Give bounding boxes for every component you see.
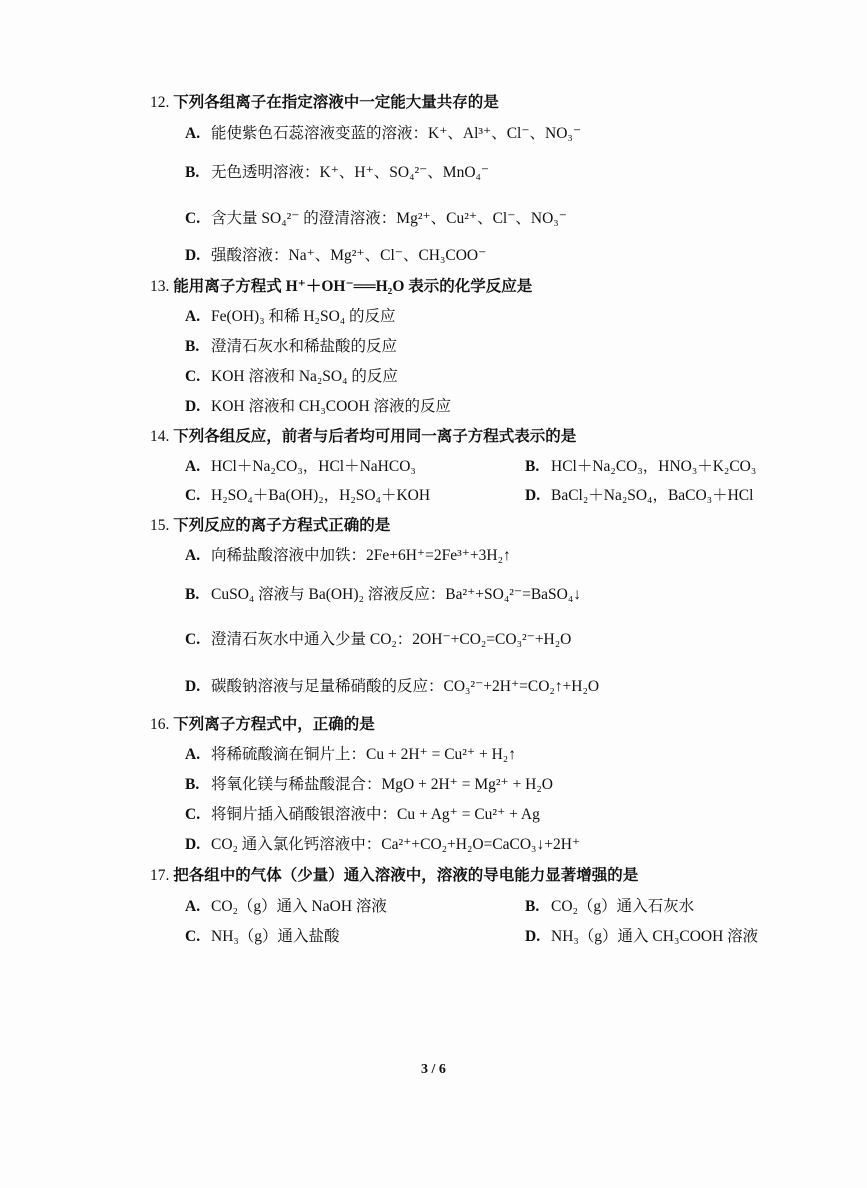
option-label: A.: [185, 308, 201, 325]
option-label: D.: [185, 836, 201, 853]
option-label: A.: [185, 125, 201, 142]
option-text: 将铜片插入硝酸银溶液中：Cu + Ag⁺ = Cu²⁺ + Ag: [211, 806, 540, 823]
option-15-b: [185, 585, 581, 605]
question-17: [150, 866, 638, 886]
page-number: 3 / 6: [421, 1062, 446, 1077]
option-text: 澄清石灰水中通入少量 CO₂：2OH⁻+CO₂=CO₃²⁻+H₂O: [211, 631, 572, 648]
option-text: KOH 溶液和 CH₃COOH 溶液的反应: [211, 398, 452, 415]
option-text: 将稀硫酸滴在铜片上：Cu + 2H⁺ = Cu²⁺ + H₂↑: [211, 746, 516, 763]
option-label: D.: [525, 928, 541, 945]
option-12-b: [185, 163, 489, 183]
option-12-d: [185, 246, 486, 266]
option-15-d: [185, 677, 599, 697]
option-text: 澄清石灰水和稀盐酸的反应: [211, 338, 398, 355]
option-text: 能使紫色石蕊溶液变蓝的溶液：K⁺、Al³⁺、Cl⁻、NO₃⁻: [211, 125, 582, 142]
option-17-d: [525, 927, 758, 947]
option-16-c: [185, 805, 540, 825]
question-number: 12.: [150, 94, 170, 111]
option-text: HCl＋Na₂CO₃，HCl＋NaHCO₃: [211, 458, 416, 475]
option-text: BaCl₂＋Na₂SO₄，BaCO₃＋HCl: [551, 487, 754, 504]
question-text: 把各组中的气体（少量）通入溶液中，溶液的导电能力显著增强的是: [173, 867, 639, 884]
option-label: C.: [185, 368, 201, 385]
option-label: D.: [185, 398, 201, 415]
option-16-a: [185, 745, 516, 765]
option-12-a: [185, 124, 581, 144]
option-17-c: [185, 927, 340, 947]
question-number: 14.: [150, 428, 170, 445]
option-label: B.: [525, 898, 540, 915]
question-text: 下列离子方程式中，正确的是: [173, 716, 375, 733]
option-label: A.: [185, 746, 201, 763]
option-13-b: [185, 337, 397, 357]
question-14: [150, 427, 576, 447]
question-number: 16.: [150, 716, 170, 733]
option-text: KOH 溶液和 Na₂SO₄ 的反应: [211, 368, 398, 385]
option-label: C.: [185, 806, 201, 823]
option-14-a: [185, 457, 416, 477]
option-label: D.: [525, 487, 541, 504]
question-text: 下列各组离子在指定溶液中一定能大量共存的是: [173, 94, 499, 111]
option-text: H₂SO₄＋Ba(OH)₂，H₂SO₄＋KOH: [211, 487, 431, 504]
option-label: C.: [185, 487, 201, 504]
option-text: NH₃（g）通入盐酸: [211, 928, 340, 945]
option-16-b: [185, 775, 553, 795]
option-text: Fe(OH)₃ 和稀 H₂SO₄ 的反应: [211, 308, 396, 325]
option-16-d: [185, 835, 580, 855]
option-label: A.: [185, 458, 201, 475]
question-number: 13.: [150, 278, 170, 295]
option-label: B.: [525, 458, 540, 475]
question-number: 17.: [150, 867, 170, 884]
option-text: CuSO₄ 溶液与 Ba(OH)₂ 溶液反应：Ba²⁺+SO₄²⁻=BaSO₄↓: [211, 586, 582, 603]
option-label: A.: [185, 547, 201, 564]
option-text: CO₂（g）通入石灰水: [551, 898, 695, 915]
option-label: C.: [185, 928, 201, 945]
option-text: 无色透明溶液：K⁺、H⁺、SO₄²⁻、MnO₄⁻: [211, 164, 490, 181]
question-13: [150, 277, 532, 297]
option-13-c: [185, 367, 398, 387]
question-15: [150, 516, 390, 536]
option-14-c: [185, 486, 430, 506]
option-text: 向稀盐酸溶液中加铁：2Fe+6H⁺=2Fe³⁺+3H₂↑: [211, 547, 511, 564]
option-label: C.: [185, 210, 201, 227]
option-17-b: [525, 897, 694, 917]
option-text: 含大量 SO₄²⁻ 的澄清溶液：Mg²⁺、Cu²⁺、Cl⁻、NO₃⁻: [211, 210, 567, 227]
option-17-a: [185, 897, 387, 917]
option-text: CO₂ 通入氯化钙溶液中：Ca²⁺+CO₂+H₂O=CaCO₃↓+2H⁺: [211, 836, 581, 853]
option-label: B.: [185, 586, 200, 603]
option-12-c: [185, 209, 567, 229]
question-12: [150, 93, 499, 113]
question-text: 下列各组反应，前者与后者均可用同一离子方程式表示的是: [173, 428, 577, 445]
option-14-b: [525, 457, 756, 477]
question-text: 下列反应的离子方程式正确的是: [173, 517, 391, 534]
option-13-a: [185, 307, 396, 327]
option-15-c: [185, 630, 571, 650]
option-label: B.: [185, 164, 200, 181]
option-text: 碳酸钠溶液与足量稀硝酸的反应：CO₃²⁻+2H⁺=CO₂↑+H₂O: [211, 678, 600, 695]
option-label: B.: [185, 338, 200, 355]
option-13-d: [185, 397, 451, 417]
option-text: 强酸溶液：Na⁺、Mg²⁺、Cl⁻、CH₃COO⁻: [211, 247, 487, 264]
option-text: 将氧化镁与稀盐酸混合：MgO + 2H⁺ = Mg²⁺ + H₂O: [211, 776, 553, 793]
question-text: 能用离子方程式 H⁺＋OH⁻══H₂O 表示的化学反应是: [173, 278, 533, 295]
question-16: [150, 715, 375, 735]
option-label: D.: [185, 678, 201, 695]
option-14-d: [525, 486, 753, 506]
question-number: 15.: [150, 517, 170, 534]
option-15-a: [185, 546, 511, 566]
option-label: B.: [185, 776, 200, 793]
option-label: A.: [185, 898, 201, 915]
option-label: C.: [185, 631, 201, 648]
option-text: CO₂（g）通入 NaOH 溶液: [211, 898, 387, 915]
option-text: NH₃（g）通入 CH₃COOH 溶液: [551, 928, 759, 945]
option-label: D.: [185, 247, 201, 264]
option-text: HCl＋Na₂CO₃，HNO₃＋K₂CO₃: [551, 458, 757, 475]
